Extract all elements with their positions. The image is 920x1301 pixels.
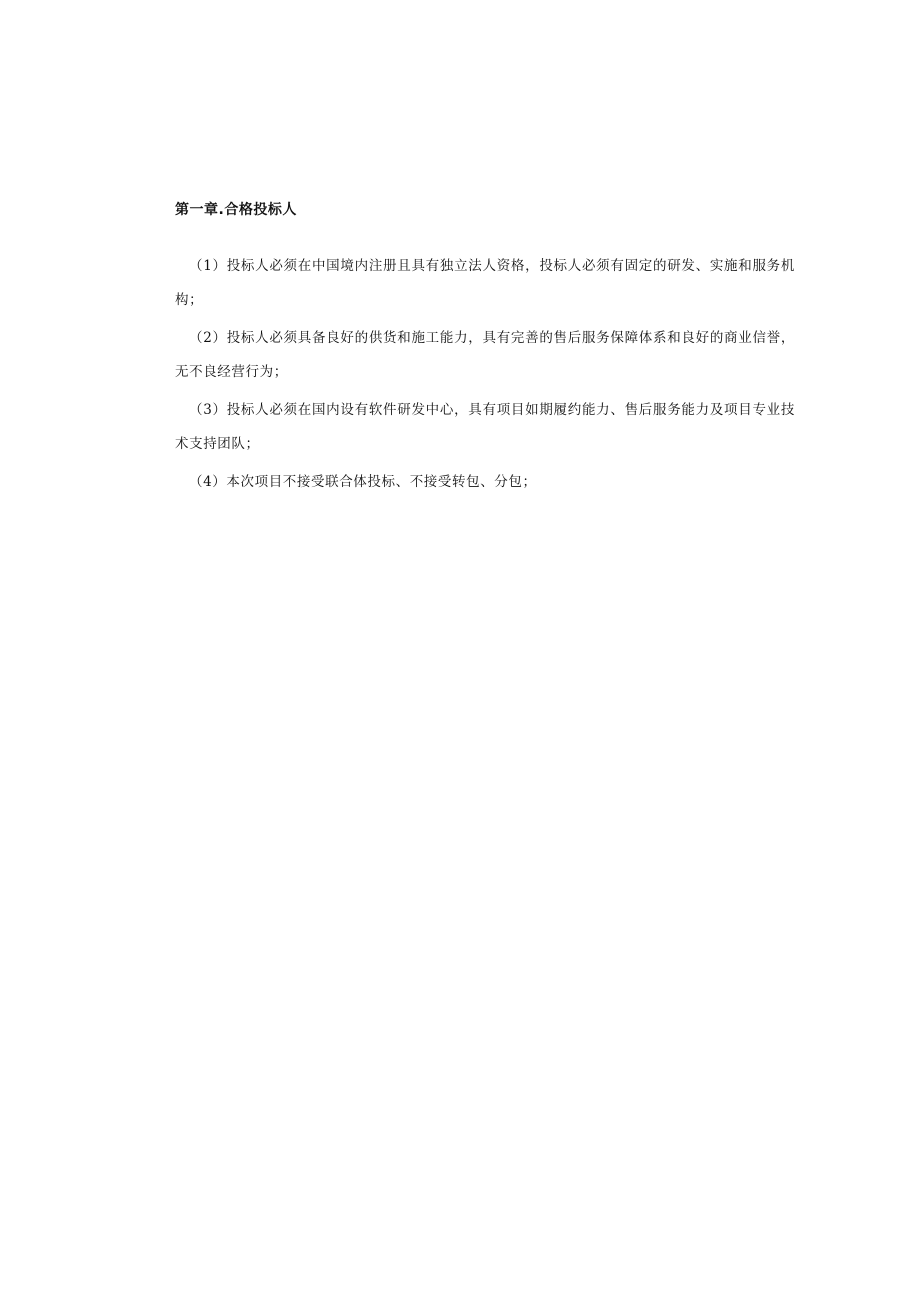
clause-3: （3）投标人必须在国内设有软件研发中心，具有项目如期履约能力、售后服务能力及项目专业技术支持团队； — [175, 402, 795, 452]
clause-2: （2）投标人必须具备良好的供货和施工能力，具有完善的售后服务保障体系和良好的商业信誉，无不良经营行为； — [175, 330, 795, 380]
document-body — [175, 197, 795, 503]
chapter-title: 第一章.合格投标人 — [175, 202, 297, 218]
clause-list — [175, 249, 795, 499]
clause-1: （1）投标人必须在中国境内注册且具有独立法人资格，投标人必须有固定的研发、实施和服务机构； — [175, 258, 795, 308]
clause-4: （4）本次项目不接受联合体投标、不接受转包、分包； — [189, 474, 537, 490]
